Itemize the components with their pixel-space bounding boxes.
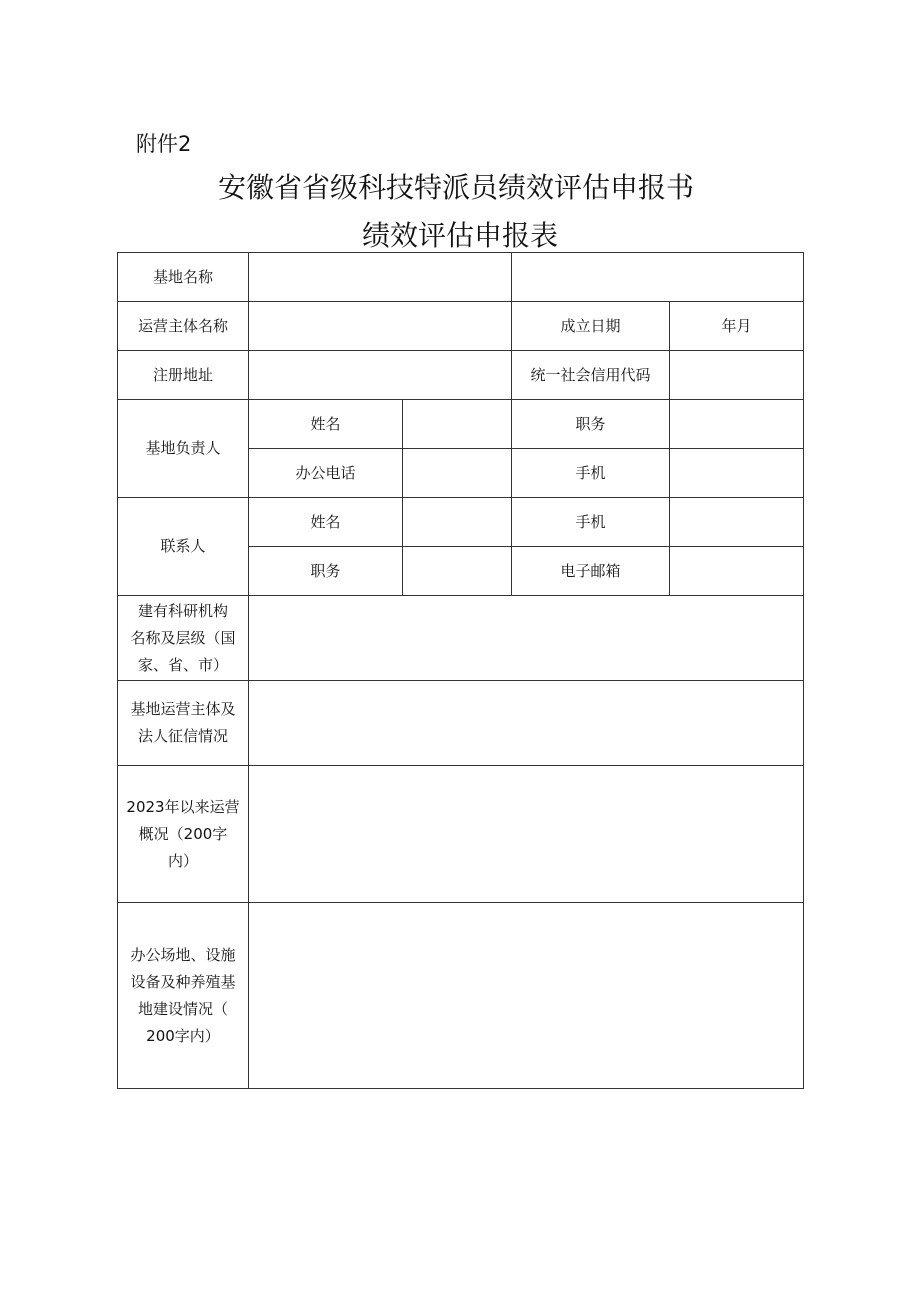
facilities-label [118,903,249,1089]
credit-status-field[interactable] [249,681,804,766]
operation-overview-line: 内） [167,851,198,870]
research-institution-line: 建有科研机构 [137,601,228,620]
research-institution-field[interactable] [249,596,804,681]
leader-name-field[interactable] [403,400,512,449]
credit-status-label [118,681,249,766]
credit-code-field[interactable] [670,351,804,400]
operator-name-label: 运营主体名称 [118,302,249,351]
table-row [118,400,804,449]
table-row [118,302,804,351]
established-date-label: 成立日期 [512,302,670,351]
table-row [118,903,804,1089]
contact-person-label: 联系人 [118,498,249,596]
contact-position-field[interactable] [403,547,512,596]
contact-name-field[interactable] [403,498,512,547]
operation-overview-line: 概况（200字 [138,824,228,843]
base-name-field[interactable] [249,253,512,302]
leader-position-field[interactable] [670,400,804,449]
document-title: 安徽省省级科技特派员绩效评估申报书 [217,171,694,204]
table-row [118,253,804,302]
form-title: 绩效评估申报表 [361,219,558,252]
contact-email-field[interactable] [670,547,804,596]
operation-overview-line: 2023年以来运营 [126,797,240,816]
leader-name-label: 姓名 [249,400,403,449]
credit-code-label: 统一社会信用代码 [512,351,670,400]
research-institution-line: 名称及层级（国 [130,628,236,647]
facilities-line: 设备及种养殖基 [130,972,236,991]
credit-status-line: 基地运营主体及 [130,700,236,718]
leader-mobile-label: 手机 [512,449,670,498]
facilities-field[interactable] [249,903,804,1089]
base-leader-label: 基地负责人 [118,400,249,498]
leader-office-phone-field[interactable] [403,449,512,498]
registered-address-field[interactable] [249,351,512,400]
base-name-extra-field[interactable] [512,253,804,302]
established-date-field[interactable]: 年月 [670,302,804,351]
contact-position-label: 职务 [249,547,403,596]
contact-name-label: 姓名 [249,498,403,547]
research-institution-line: 家、省、市） [137,655,228,674]
table-row [118,596,804,681]
operation-overview-field[interactable] [249,766,804,903]
contact-mobile-field[interactable] [670,498,804,547]
base-name-label: 基地名称 [118,253,249,302]
table-row [118,681,804,766]
leader-mobile-field[interactable] [670,449,804,498]
contact-mobile-label: 手机 [512,498,670,547]
operator-name-field[interactable] [249,302,512,351]
facilities-line: 200字内） [146,1026,220,1045]
table-row [118,766,804,903]
facilities-line: 办公场地、设施 [130,945,236,964]
research-institution-label [118,596,249,681]
application-form-table [117,252,804,1089]
operation-overview-label [118,766,249,903]
contact-email-label: 电子邮箱 [512,547,670,596]
table-row [118,351,804,400]
registered-address-label: 注册地址 [118,351,249,400]
table-row [118,498,804,547]
leader-office-phone-label: 办公电话 [249,449,403,498]
facilities-line: 地建设情况（ [137,999,228,1018]
leader-position-label: 职务 [512,400,670,449]
attachment-label: 附件2 [136,132,192,156]
credit-status-line: 法人征信情况 [137,727,228,745]
